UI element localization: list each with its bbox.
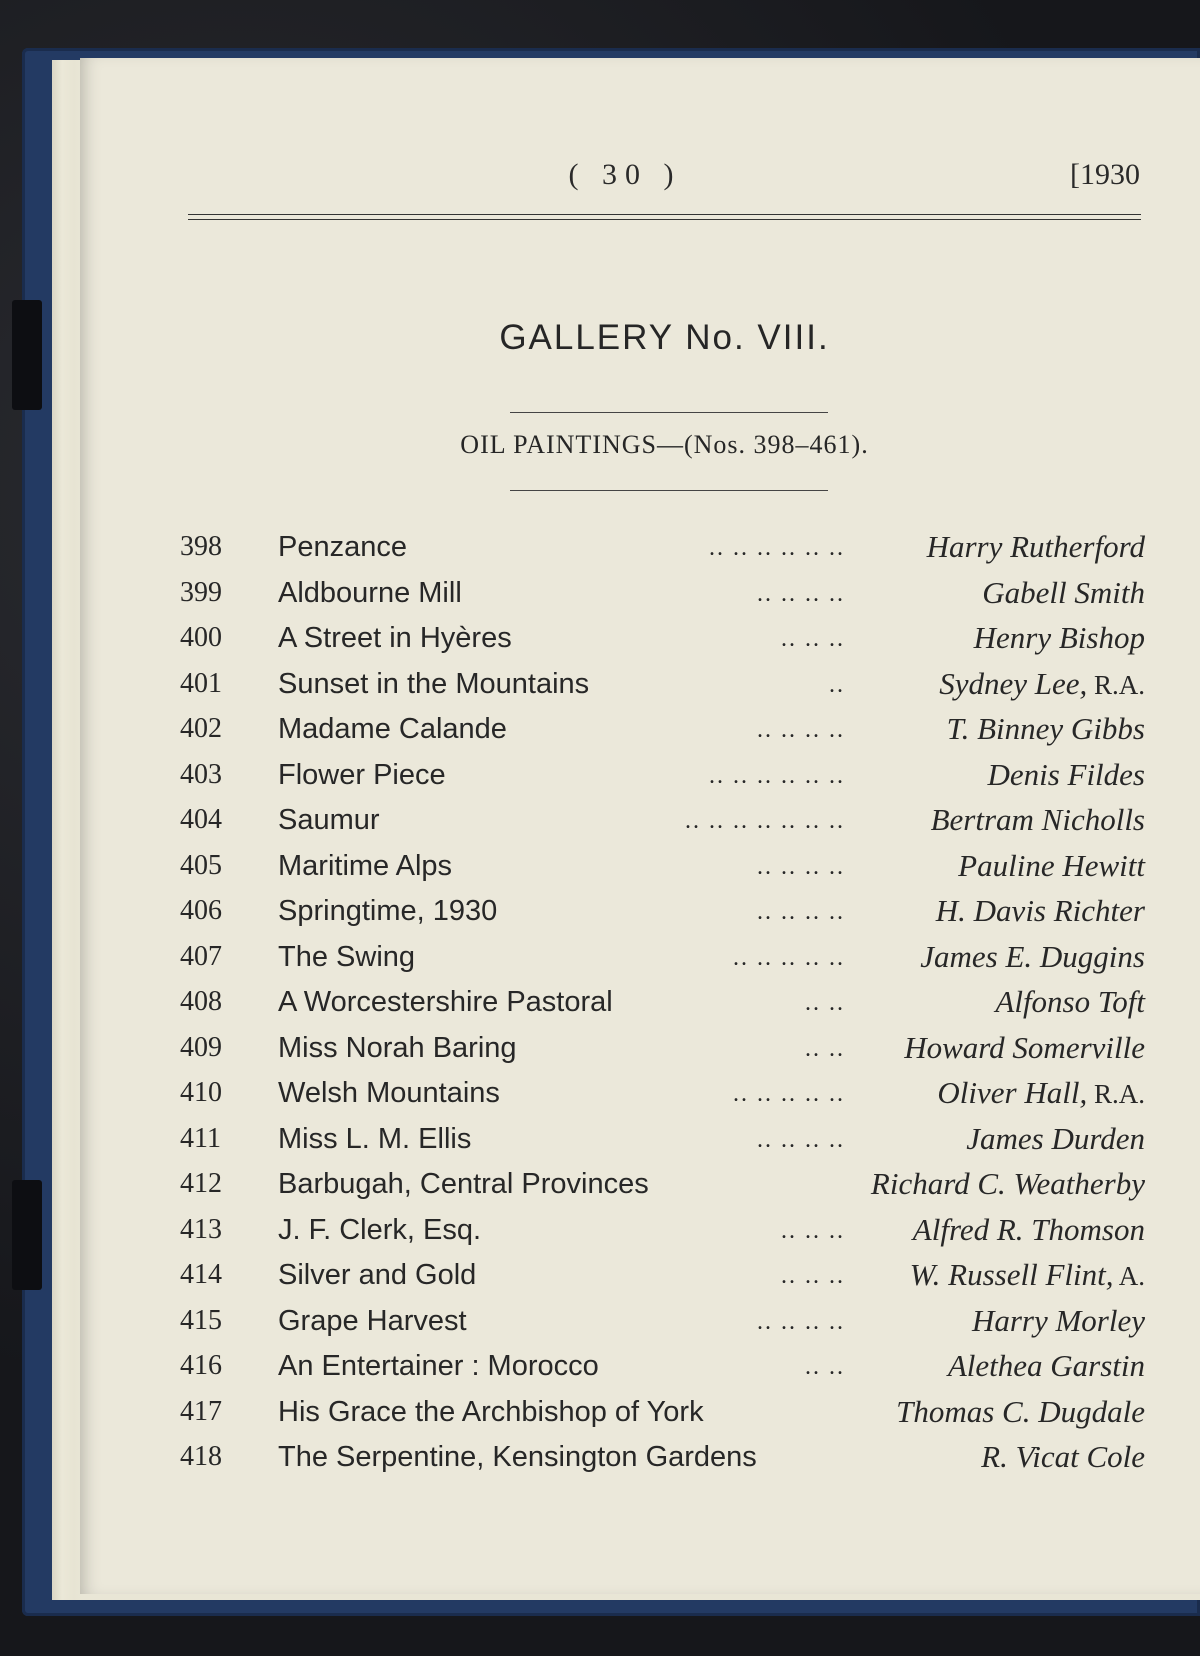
entry-title: Springtime, 1930 xyxy=(278,895,498,927)
entry-artist xyxy=(871,1166,1145,1202)
entry-leader-dots: .. xyxy=(829,671,845,698)
entry-artist xyxy=(947,711,1145,747)
entry-leader-dots: .. .. .. .. .. .. .. xyxy=(685,808,845,834)
entry-title: Silver and Gold xyxy=(278,1259,477,1291)
header-rule xyxy=(188,214,1141,220)
catalogue-entry xyxy=(168,1301,1145,1347)
entry-artist xyxy=(966,1121,1145,1157)
catalogue-entry xyxy=(168,846,1145,892)
entry-leader-dots: .. .. .. .. .. xyxy=(733,944,845,971)
catalogue-entry xyxy=(168,618,1145,664)
entry-number: 416 xyxy=(180,1350,222,1381)
artist-name: Alfonso Toft xyxy=(995,984,1145,1019)
artist-suffix: R.A. xyxy=(1087,669,1145,700)
catalogue-entry xyxy=(168,982,1145,1028)
entry-title: His Grace the Archbishop of York xyxy=(278,1395,704,1428)
catalogue-entry xyxy=(168,573,1145,619)
entry-number: 409 xyxy=(180,1031,222,1063)
entry-leader-dots: .. .. .. .. xyxy=(757,580,845,607)
artist-name: Oliver Hall, xyxy=(937,1075,1088,1110)
artist-name: Bertram Nicholls xyxy=(930,802,1145,837)
artist-name: T. Binney Gibbs xyxy=(946,711,1145,746)
entry-artist xyxy=(904,1030,1145,1066)
artist-name: Denis Fildes xyxy=(987,756,1145,792)
entry-number: 402 xyxy=(180,713,222,744)
catalogue-entry xyxy=(168,1028,1145,1074)
artist-name: James E. Duggins xyxy=(920,938,1145,974)
entry-title: Aldbourne Mill xyxy=(278,576,462,609)
entry-leader-dots: .. .. .. .. .. .. xyxy=(709,762,845,789)
entry-title: Madame Calande xyxy=(278,713,507,745)
entry-artist xyxy=(981,1439,1145,1475)
artist-name: Howard Somerville xyxy=(904,1029,1145,1065)
entry-number: 408 xyxy=(180,986,222,1017)
entry-artist xyxy=(931,802,1145,838)
entry-title: The Serpentine, Kensington Gardens xyxy=(278,1441,757,1473)
entry-title: Barbugah, Central Provinces xyxy=(278,1168,649,1200)
artist-suffix: R.A. xyxy=(1087,1079,1145,1109)
entry-artist xyxy=(896,1394,1145,1430)
entry-number: 411 xyxy=(180,1122,221,1154)
entry-title: Miss L. M. Ellis xyxy=(278,1122,472,1155)
header-year: [1930 xyxy=(1070,158,1140,191)
entry-leader-dots: .. .. .. .. xyxy=(757,853,845,880)
entry-leader-dots: .. .. .. xyxy=(781,1263,845,1289)
entry-artist xyxy=(920,939,1145,975)
catalogue-entry xyxy=(168,1164,1145,1210)
catalogue-entry xyxy=(168,1210,1145,1256)
artist-name: Gabell Smith xyxy=(982,574,1145,610)
entry-title: The Swing xyxy=(278,940,416,973)
entry-artist xyxy=(958,848,1145,884)
entry-number: 414 xyxy=(180,1259,222,1290)
catalogue-entry xyxy=(168,527,1145,573)
entry-number: 405 xyxy=(180,849,222,881)
page-clip-bottom xyxy=(12,1180,42,1290)
entry-leader-dots: .. .. .. .. xyxy=(757,717,845,743)
catalogue-entry xyxy=(168,1073,1145,1119)
entry-leader-dots: .. .. xyxy=(805,1035,845,1062)
catalogue-entry xyxy=(168,1119,1145,1165)
entry-leader-dots: .. .. .. .. xyxy=(757,1126,845,1153)
entry-artist xyxy=(936,893,1145,929)
entry-leader-dots: .. .. .. .. xyxy=(757,1308,845,1335)
title-rule-top xyxy=(510,412,828,413)
catalogue-entry xyxy=(168,1392,1145,1438)
catalogue-entry xyxy=(168,891,1145,937)
entry-number: 403 xyxy=(180,758,222,790)
entry-leader-dots: .. .. .. .. .. .. xyxy=(709,535,845,561)
entry-title: A Street in Hyères xyxy=(278,622,512,654)
entry-number: 401 xyxy=(180,667,222,699)
artist-name: R. Vicat Cole xyxy=(981,1439,1145,1474)
entry-number: 400 xyxy=(180,622,222,653)
catalogue-entry xyxy=(168,937,1145,983)
entry-leader-dots: .. .. .. xyxy=(781,1217,845,1244)
entry-number: 415 xyxy=(180,1304,222,1336)
entry-title: A Worcestershire Pastoral xyxy=(278,986,613,1018)
catalogue-entry xyxy=(168,800,1145,846)
entry-artist xyxy=(995,984,1145,1020)
running-header xyxy=(110,100,1140,191)
entry-leader-dots: .. .. xyxy=(805,990,845,1016)
entry-artist xyxy=(937,1075,1145,1111)
entry-title: An Entertainer : Morocco xyxy=(278,1350,599,1382)
catalogue-entries xyxy=(168,527,1145,1483)
entry-number: 410 xyxy=(180,1077,222,1108)
entry-artist xyxy=(927,529,1145,565)
artist-name: Harry Morley xyxy=(971,1302,1145,1338)
artist-name: Thomas C. Dugdale xyxy=(896,1393,1145,1429)
section-title: OIL PAINTINGS—(Nos. 398–461). xyxy=(460,430,869,459)
entry-number: 398 xyxy=(180,531,222,562)
gallery-title: GALLERY No. VIII. xyxy=(499,318,830,357)
entry-title: Grape Harvest xyxy=(278,1304,467,1337)
entry-number: 406 xyxy=(180,895,222,926)
entry-artist xyxy=(974,620,1145,656)
entry-title: Welsh Mountains xyxy=(278,1077,500,1109)
entry-title: Flower Piece xyxy=(278,758,446,791)
artist-name: Harry Rutherford xyxy=(926,529,1145,564)
artist-name: Sydney Lee, xyxy=(939,665,1088,701)
entry-number: 418 xyxy=(180,1441,222,1472)
entry-title: Maritime Alps xyxy=(278,849,453,882)
entry-artist xyxy=(987,757,1145,793)
artist-name: Henry Bishop xyxy=(973,620,1145,655)
artist-suffix: A. xyxy=(1113,1261,1145,1291)
entry-leader-dots: .. .. .. xyxy=(781,626,845,652)
page-number: ( 30 ) xyxy=(568,158,682,191)
artist-name: Pauline Hewitt xyxy=(958,847,1145,883)
entry-artist xyxy=(982,575,1145,611)
entry-artist xyxy=(948,1348,1145,1384)
artist-name: W. Russell Flint, xyxy=(909,1257,1114,1292)
entry-title: Saumur xyxy=(278,804,380,836)
artist-name: H. Davis Richter xyxy=(935,893,1145,928)
entry-number: 399 xyxy=(180,576,222,608)
entry-leader-dots: .. .. .. .. xyxy=(757,899,845,925)
entry-number: 412 xyxy=(180,1168,222,1199)
entry-leader-dots: .. .. .. .. .. xyxy=(733,1081,845,1107)
entry-title: Sunset in the Mountains xyxy=(278,667,590,700)
entry-number: 404 xyxy=(180,804,222,835)
title-rule-bottom xyxy=(510,490,828,491)
catalogue-entry xyxy=(168,709,1145,755)
artist-name: James Durden xyxy=(966,1120,1145,1156)
entry-artist xyxy=(910,1257,1145,1293)
artist-name: Alfred R. Thomson xyxy=(912,1211,1145,1247)
catalogue-entry xyxy=(168,755,1145,801)
entry-title: J. F. Clerk, Esq. xyxy=(278,1213,482,1246)
catalogue-entry xyxy=(168,664,1145,710)
catalogue-entry xyxy=(168,1255,1145,1301)
entry-number: 417 xyxy=(180,1395,222,1427)
artist-name: Richard C. Weatherby xyxy=(870,1166,1145,1201)
entry-number: 413 xyxy=(180,1213,222,1245)
entry-leader-dots: .. .. xyxy=(805,1354,845,1380)
entry-artist xyxy=(913,1212,1145,1248)
catalogue-entry xyxy=(168,1437,1145,1483)
entry-title: Miss Norah Baring xyxy=(278,1031,517,1064)
entry-artist xyxy=(972,1303,1145,1339)
entry-title: Penzance xyxy=(278,531,407,563)
entry-number: 407 xyxy=(180,940,222,972)
catalogue-entry xyxy=(168,1346,1145,1392)
page-clip-top xyxy=(12,300,42,410)
artist-name: Alethea Garstin xyxy=(947,1348,1145,1383)
entry-artist xyxy=(939,666,1145,702)
